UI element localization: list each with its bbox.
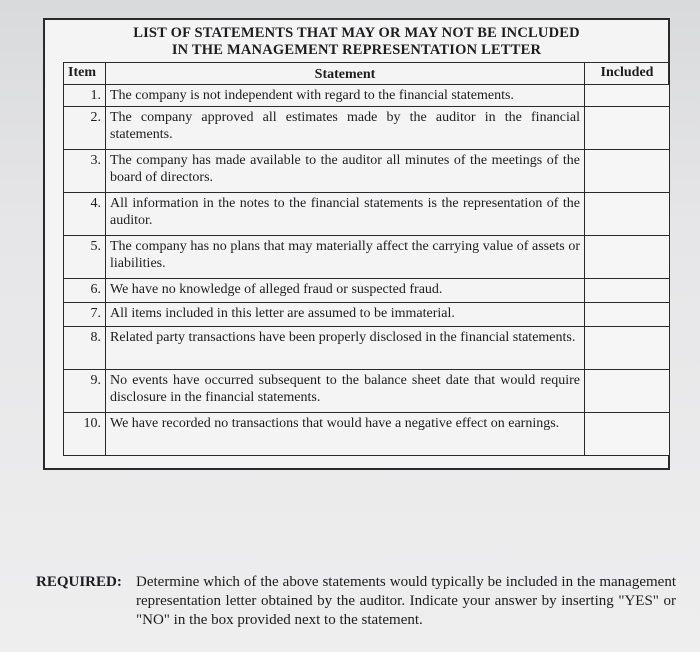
row-statement: We have recorded no transactions that would have a negative effect on earnings. [106, 413, 585, 456]
row-number: 6. [64, 279, 106, 303]
row-number: 2. [64, 107, 106, 150]
included-answer-box[interactable] [585, 413, 670, 456]
table-row [64, 84, 670, 107]
row-statement: The company approved all estimates made by the auditor in the financial statements. [106, 107, 585, 150]
table-row [64, 413, 670, 456]
row-statement: Related party transactions have been properly disclosed in the financial statements. [106, 327, 585, 370]
row-statement: The company is not independent with regard to the financial statements. [106, 84, 585, 107]
table-row [64, 107, 670, 150]
header-row [64, 63, 670, 85]
row-statement: The company has made available to the auditor all minutes of the meetings of the board of directors. [106, 150, 585, 193]
table-row [64, 150, 670, 193]
header-statement: Statement [106, 63, 585, 85]
row-statement: The company has no plans that may materially affect the carrying value of assets or liabilities. [106, 236, 585, 279]
title-line-2: IN THE MANAGEMENT REPRESENTATION LETTER [171, 42, 542, 58]
included-answer-box[interactable] [585, 236, 670, 279]
required-label: REQUIRED: [36, 574, 122, 590]
table-row [64, 327, 670, 370]
included-answer-box[interactable] [585, 84, 670, 107]
row-statement: All items included in this letter are assumed to be immaterial. [106, 303, 585, 327]
row-number: 9. [64, 370, 106, 413]
included-answer-box[interactable] [585, 303, 670, 327]
statements-table [63, 62, 670, 456]
row-number: 1. [64, 84, 106, 107]
row-number: 10. [64, 413, 106, 456]
included-answer-box[interactable] [585, 107, 670, 150]
required-instructions [36, 573, 676, 630]
row-statement: We have no knowledge of alleged fraud or suspected fraud. [106, 279, 585, 303]
table-row [64, 303, 670, 327]
row-number: 7. [64, 303, 106, 327]
sheet-title [45, 20, 668, 64]
table-row [64, 279, 670, 303]
row-number: 3. [64, 150, 106, 193]
included-answer-box[interactable] [585, 327, 670, 370]
table-row [64, 370, 670, 413]
required-text: Determine which of the above statements would typically be included in the management representation letter obtained by the auditor. Indicate your answer by inserting "YES" or "NO" in the box provided next to the statement. [136, 574, 676, 628]
included-answer-box[interactable] [585, 150, 670, 193]
row-number: 5. [64, 236, 106, 279]
row-statement: No events have occurred subsequent to the balance sheet date that would require disclosure in the financial statements. [106, 370, 585, 413]
included-answer-box[interactable] [585, 279, 670, 303]
row-number: 8. [64, 327, 106, 370]
included-answer-box[interactable] [585, 370, 670, 413]
row-number: 4. [64, 193, 106, 236]
header-included: Included [585, 63, 670, 85]
title-line-1: LIST OF STATEMENTS THAT MAY OR MAY NOT BE INCLUDED [133, 25, 580, 41]
header-item: Item [64, 63, 106, 85]
table-row [64, 193, 670, 236]
row-statement: All information in the notes to the financial statements is the representation of the auditor. [106, 193, 585, 236]
table-row [64, 236, 670, 279]
included-answer-box[interactable] [585, 193, 670, 236]
